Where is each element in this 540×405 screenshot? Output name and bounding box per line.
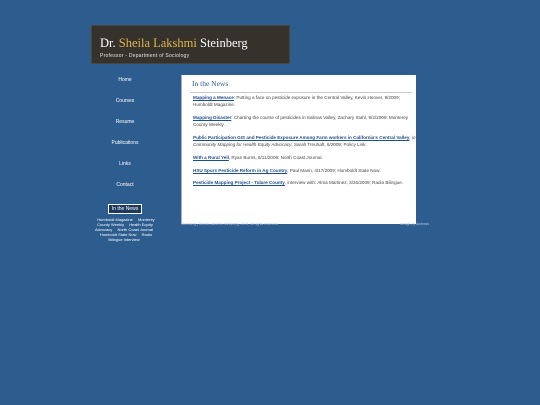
nav-sub-radio-bilingue-interview[interactable]: Radio Bilingue Interview: [108, 232, 153, 242]
news-item: [193, 179, 417, 186]
news-detail: , Sarah Treuhaft, 6/2009; Policy Link.: [291, 142, 367, 148]
news-detail: , interview with: Alma Martinez, 3/26/2009; Radio Bilingue.: [284, 180, 404, 186]
news-item: [193, 114, 417, 129]
site-subtitle: Professor - Department of Sociology: [100, 53, 190, 59]
site-header: [91, 25, 290, 64]
nav-subitems: [92, 217, 158, 242]
news-detail: , Paul Mann, 4/17/2009; Humboldt State Now.: [287, 167, 381, 173]
nav-resume[interactable]: Resume: [115, 119, 135, 125]
footer: [181, 222, 429, 227]
nav-links[interactable]: Links: [119, 161, 131, 167]
news-item: [193, 134, 417, 149]
news-link[interactable]: With a Rural Yell: [193, 155, 229, 160]
news-detail: : Putting a face on pesticide exposure in the Central Valley, Kevin Hoover, 9/2009; Humboldt Magazine.: [193, 95, 400, 108]
footer-credit[interactable]: design by Andreas: [400, 222, 429, 226]
news-detail: : Charting the course of pesticides in Salinas Valley, Zachary Stahl, 9/2/2009; Monterey County Weekly.: [193, 115, 409, 128]
news-link[interactable]: Mapping a Menace: [193, 95, 234, 100]
nav-sub-monterey-county-weekly[interactable]: Monterey County Weekly: [97, 217, 155, 227]
nav-contact[interactable]: Contact: [116, 182, 134, 188]
nav-publications[interactable]: Publications: [111, 140, 139, 146]
footer-copyright: Steinberg | Sheila Lakshmi Steinberg, 2009, all rights reserved: [181, 222, 278, 226]
news-item: [193, 154, 417, 161]
title-divider: [190, 92, 412, 93]
site-title-middle: Sheila Lakshmi: [118, 36, 197, 50]
nav-sub-north-coast-journal[interactable]: North Coast Journal: [117, 227, 154, 232]
nav-sub-health-equity-advocacy[interactable]: Health Equity Advocacy: [94, 222, 153, 232]
site-title-first: Dr.: [100, 36, 116, 50]
nav-home[interactable]: Home: [118, 77, 132, 83]
nav-in-the-news[interactable]: In the News: [108, 204, 142, 214]
main-content: [181, 75, 416, 224]
news-item: [193, 94, 417, 109]
nav-sub-humboldt-magazine[interactable]: Humboldt Magazine: [97, 217, 133, 222]
news-item: [193, 167, 417, 174]
news-link[interactable]: Pesticide Mapping Project - Tulare County: [193, 180, 285, 186]
news-list: [193, 94, 417, 192]
news-link[interactable]: Public Participation GIS and Pesticide Exposure Among Farm workers in California's Central Valley: [193, 135, 410, 140]
news-link[interactable]: HSU Spurs Pesticide Reform in Ag Country: [193, 167, 288, 173]
news-detail: , Ryan Burns, 6/11/2009; North Coast Journal.: [228, 155, 323, 160]
nav-courses[interactable]: Courses: [115, 98, 135, 104]
news-publication: , in Community Mapping for Health Equity Advocacy: [193, 135, 416, 148]
sidebar-nav: [92, 72, 158, 242]
site-title-last: Steinberg: [200, 36, 248, 50]
news-link[interactable]: Mapping Disaster: [193, 115, 232, 120]
site-title[interactable]: [100, 36, 248, 51]
nav-sub-humboldt-state-now[interactable]: Humboldt State Now: [99, 232, 137, 237]
page-title: In the News: [192, 79, 229, 88]
